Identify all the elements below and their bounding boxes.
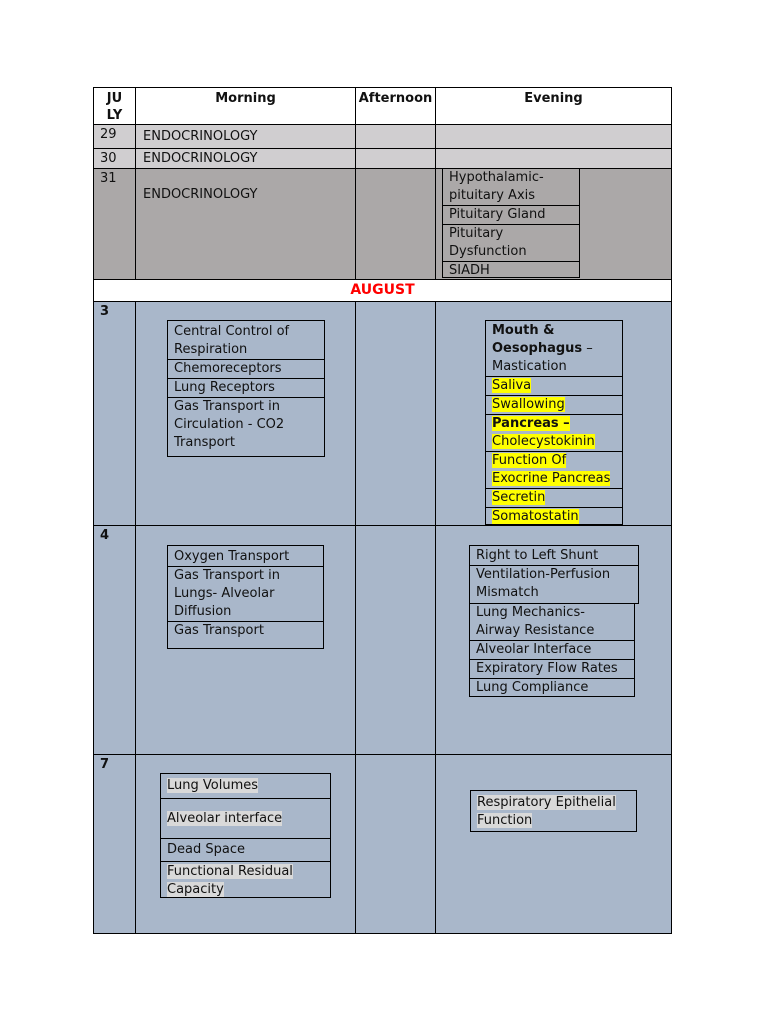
evening-cell-30 xyxy=(435,148,672,169)
topic-item: Lung Mechanics- Airway Resistance xyxy=(470,604,634,641)
afternoon-cell-4 xyxy=(355,525,436,755)
afternoon-cell-7 xyxy=(355,754,436,934)
topic-item: Pituitary Gland xyxy=(443,206,579,225)
topic-item: Dead Space xyxy=(161,839,330,862)
header-month: JULY xyxy=(93,87,136,125)
august-banner: AUGUST xyxy=(93,279,672,302)
topic-item xyxy=(486,396,622,415)
highlighted-text: Secretin xyxy=(492,490,546,505)
topic-item xyxy=(161,799,330,839)
gray-highlighted-text: Alveolar interface xyxy=(167,811,283,826)
topic-item: Gas Transport in Circulation - CO2 Transport xyxy=(174,399,285,450)
date-cell-30: 30 xyxy=(93,148,136,169)
highlighted-text: Function Of Exocrine Pancreas xyxy=(492,453,611,486)
gray-highlighted-text: Lung Volumes xyxy=(167,778,258,793)
topic-item: Gas Transport xyxy=(174,623,264,638)
topic-item: Pituitary Dysfunction xyxy=(443,225,579,262)
topic-text: – Mastication xyxy=(492,341,593,374)
header-evening: Evening xyxy=(435,87,672,125)
topic-list-lung-volumes xyxy=(160,773,331,898)
morning-cell-31: ENDOCRINOLOGY xyxy=(135,168,356,280)
topic-item: SIADH xyxy=(449,263,490,278)
topic-item xyxy=(471,791,636,830)
topic-item: Hypothalamic-pituitary Axis xyxy=(443,169,579,206)
topic-item: Right to Left Shunt xyxy=(470,546,638,566)
highlighted-text: Somatostatin xyxy=(492,509,579,524)
header-afternoon: Afternoon xyxy=(355,87,436,125)
date-cell-29: 29 xyxy=(93,124,136,149)
highlighted-text: Saliva xyxy=(492,378,532,393)
afternoon-cell-29 xyxy=(355,124,436,149)
topic-list-digestion xyxy=(485,320,623,525)
highlighted-text: Swallowing xyxy=(492,397,565,412)
afternoon-cell-30 xyxy=(355,148,436,169)
date-cell-7: 7 xyxy=(93,754,136,934)
gray-highlighted-text: Functional Residual Capacity xyxy=(167,864,293,897)
topic-item: Oxygen Transport xyxy=(168,546,323,567)
topic-bold-text: Mouth & Oesophagus xyxy=(492,323,583,356)
topic-list-respiration-control xyxy=(167,320,325,457)
topic-item: Expiratory Flow Rates xyxy=(470,660,634,679)
topic-item xyxy=(486,321,622,377)
topic-list-lung-mechanics xyxy=(469,603,635,697)
date-cell-4: 4 xyxy=(93,525,136,755)
morning-cell-30: ENDOCRINOLOGY xyxy=(135,148,356,169)
topic-item: Ventilation-Perfusion Mismatch xyxy=(476,567,611,600)
afternoon-cell-31 xyxy=(355,168,436,280)
morning-cell-29: ENDOCRINOLOGY xyxy=(135,124,356,149)
topic-item xyxy=(486,415,622,452)
evening-cell-29 xyxy=(435,124,672,149)
topic-item: Central Control of Respiration xyxy=(168,321,324,360)
date-cell-31: 31 xyxy=(93,168,136,280)
topic-item xyxy=(486,489,622,508)
gray-highlighted-text: Respiratory Epithelial Function xyxy=(477,795,616,828)
highlighted-bold-text: Pancreas – xyxy=(492,416,570,431)
topic-item: Lung Receptors xyxy=(168,379,324,398)
topic-item: Lung Compliance xyxy=(476,680,589,695)
afternoon-cell-3 xyxy=(355,301,436,526)
header-morning: Morning xyxy=(135,87,356,125)
topic-list-endocrine xyxy=(442,168,580,278)
topic-list-shunt xyxy=(469,545,639,604)
topic-item xyxy=(486,508,622,526)
evening-cell-7 xyxy=(435,754,672,934)
topic-item xyxy=(486,377,622,396)
topic-item: Gas Transport in Lungs- Alveolar Diffusion xyxy=(168,567,323,622)
topic-item: Chemoreceptors xyxy=(168,360,324,379)
topic-item xyxy=(161,862,330,899)
topic-item: Alveolar Interface xyxy=(470,641,634,660)
topic-list-gas-transport xyxy=(167,545,324,649)
topic-item xyxy=(486,452,622,489)
topic-list-epithelial xyxy=(470,790,637,832)
highlighted-text: Cholecystokinin xyxy=(492,434,595,449)
date-cell-3: 3 xyxy=(93,301,136,526)
topic-item xyxy=(161,774,330,799)
